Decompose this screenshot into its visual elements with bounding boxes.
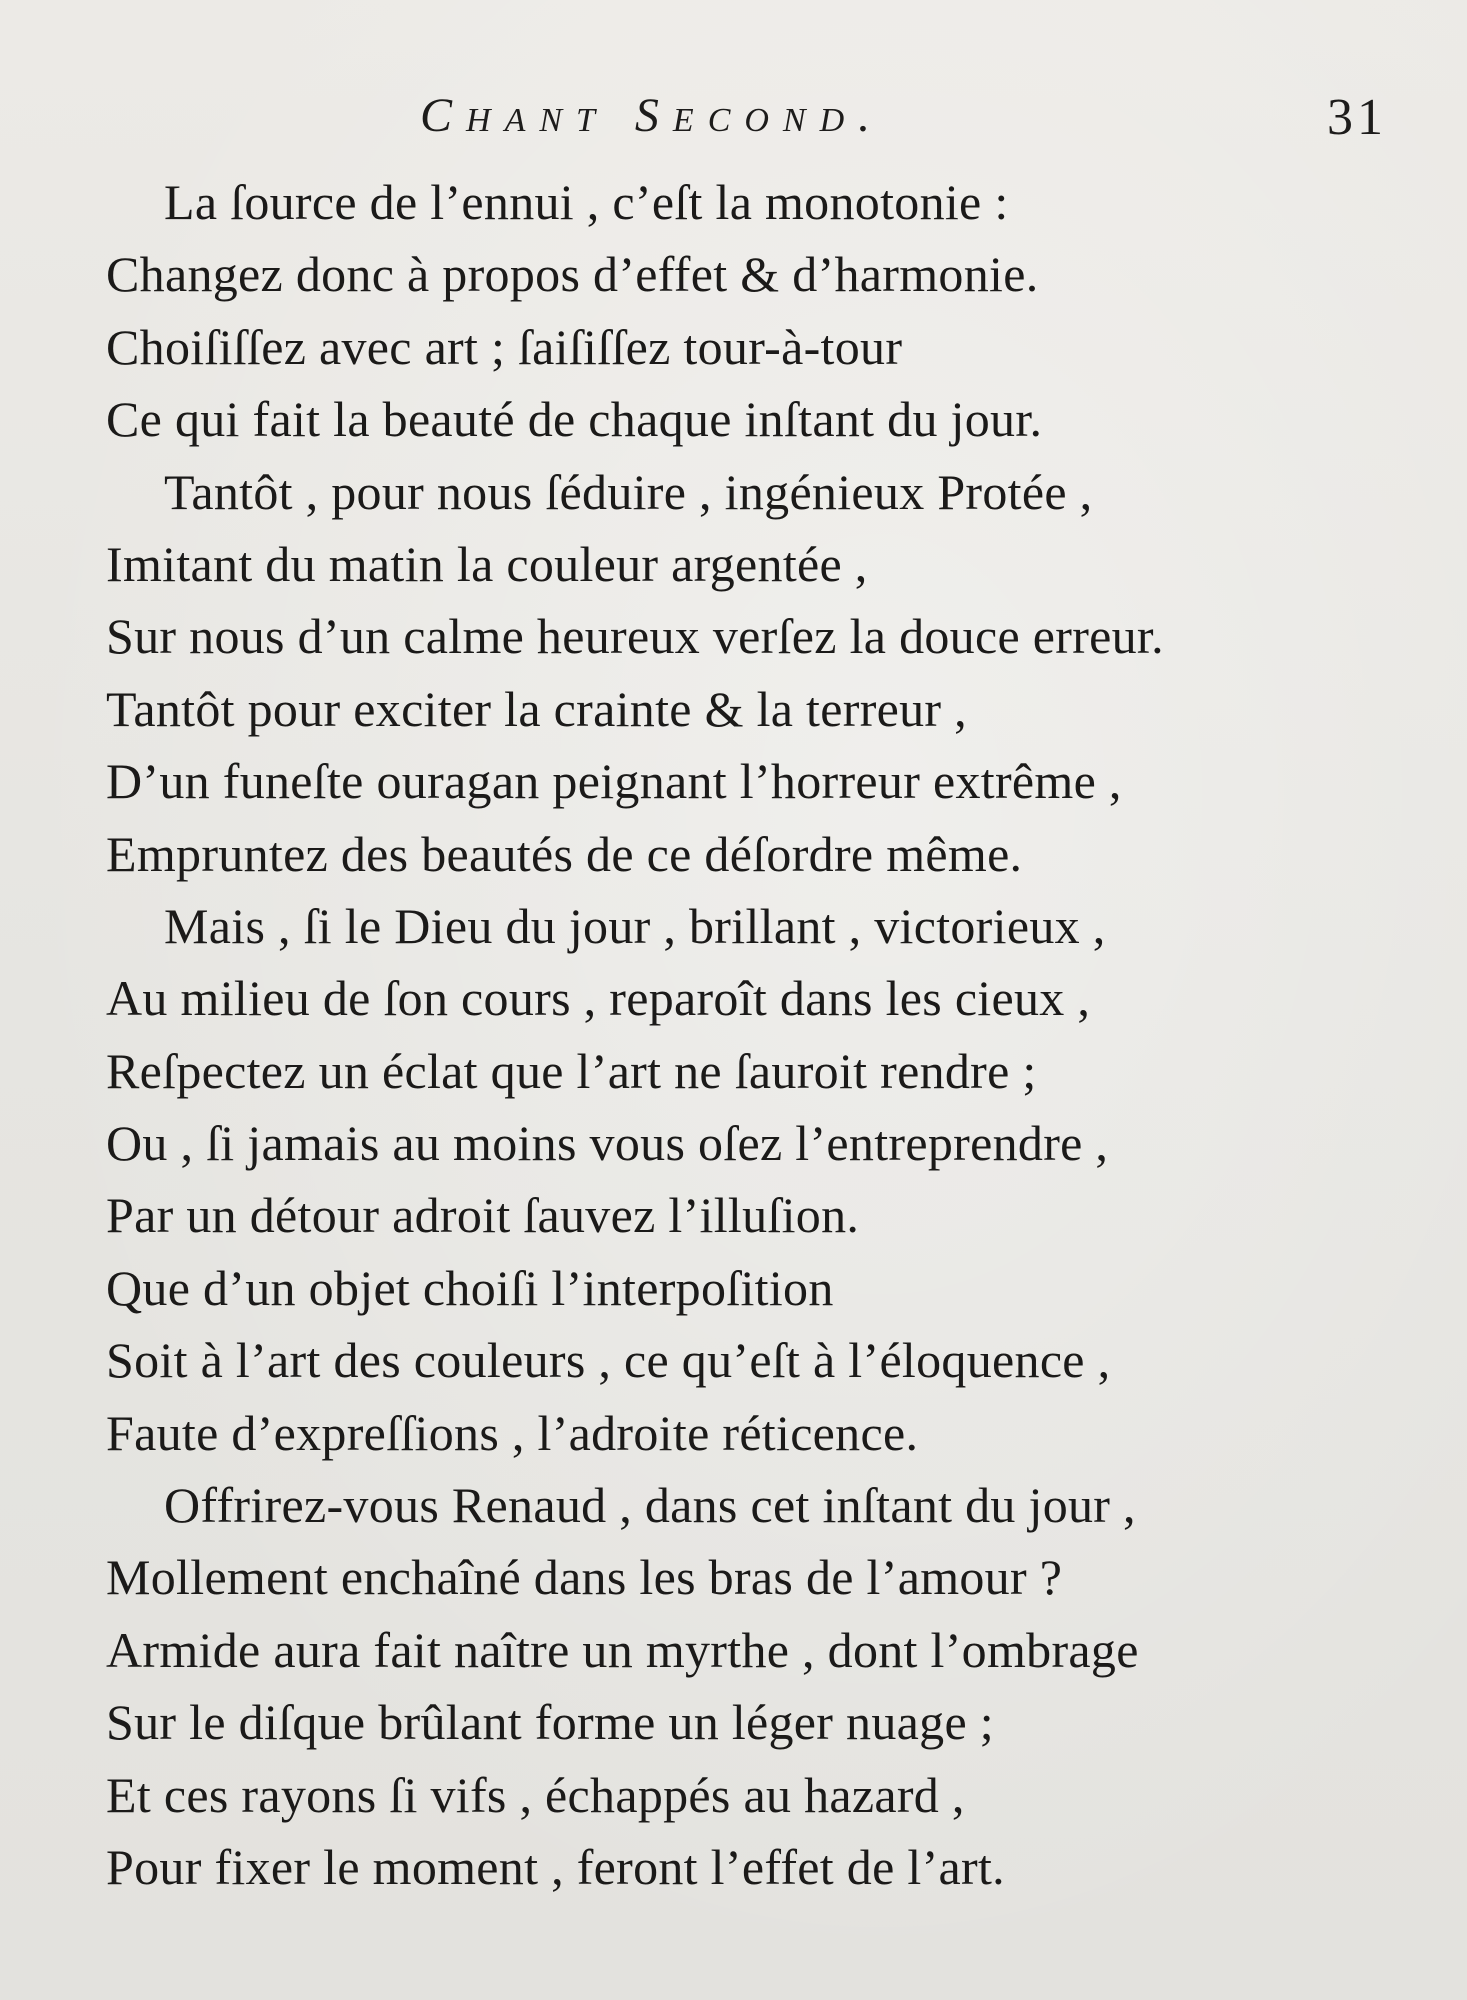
poem-line: Au milieu de ſon cours , reparoît dans les cieux , bbox=[106, 970, 1091, 1027]
page-number: 31 bbox=[1327, 89, 1387, 146]
poem-line: Ce qui fait la beauté de chaque inſtant du jour. bbox=[106, 391, 1043, 448]
poem-line: Imitant du matin la couleur argentée , bbox=[106, 535, 868, 592]
poem-line: Choiſiſſez avec art ; ſaiſiſſez tour-à-tour bbox=[106, 318, 903, 375]
poem-body bbox=[106, 166, 1396, 1903]
poem-line: Reſpectez un éclat que l’art ne ſauroit rendre ; bbox=[106, 1042, 1037, 1099]
running-title: Chant Second. bbox=[420, 89, 885, 142]
poem-line: Offrirez-vous Renaud , dans cet inſtant du jour , bbox=[164, 1477, 1136, 1534]
page-header bbox=[0, 88, 1467, 148]
poem-line: Mollement enchaîné dans les bras de l’amour ? bbox=[106, 1549, 1063, 1606]
poem-line: D’un funeſte ouragan peignant l’horreur extrême , bbox=[106, 753, 1122, 810]
poem-line: Ou , ſi jamais au moins vous oſez l’entreprendre , bbox=[106, 1115, 1109, 1172]
poem-line: Par un détour adroit ſauvez l’illuſion. bbox=[106, 1187, 860, 1244]
poem-line: Faute d’expreſſions , l’adroite réticence. bbox=[106, 1404, 919, 1461]
poem-line: Tantôt , pour nous ſéduire , ingénieux Protée , bbox=[164, 463, 1093, 520]
poem-line: Sur le diſque brûlant forme un léger nuage ; bbox=[106, 1694, 994, 1751]
poem-line: Empruntez des beautés de ce déſordre même. bbox=[106, 825, 1023, 882]
poem-line: Mais , ſi le Dieu du jour , brillant , victorieux , bbox=[164, 897, 1106, 954]
poem-line: Changez donc à propos d’effet & d’harmonie. bbox=[106, 246, 1039, 303]
poem-line: Soit à l’art des couleurs , ce qu’eſt à l’éloquence , bbox=[106, 1332, 1111, 1389]
poem-line: Armide aura fait naître un myrthe , dont l’ombrage bbox=[106, 1621, 1139, 1678]
poem-line: Sur nous d’un calme heureux verſez la douce erreur. bbox=[106, 608, 1164, 665]
poem-line: Pour fixer le moment , feront l’effet de l’art. bbox=[106, 1838, 1005, 1895]
poem-line: Tantôt pour exciter la crainte & la terreur , bbox=[106, 680, 967, 737]
poem-line: Et ces rayons ſi vifs , échappés au hazard , bbox=[106, 1766, 965, 1823]
poem-line: Que d’un objet choiſi l’interpoſition bbox=[106, 1259, 834, 1316]
poem-line: La ſource de l’ennui , c’eſt la monotonie : bbox=[164, 174, 1009, 230]
